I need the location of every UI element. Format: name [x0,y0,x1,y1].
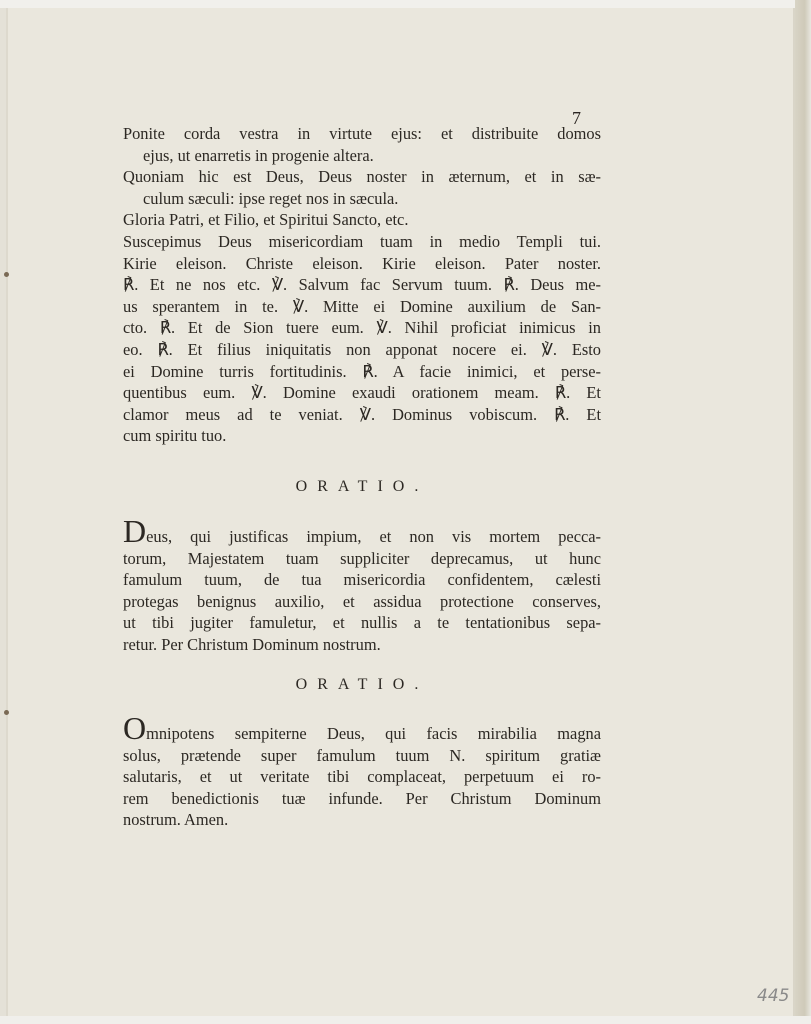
text-line: solus, prætende super famulum tuum N. spiritum gratiæ [123,745,601,765]
text-line: Gloria Patri, et Filio, et Spiritui Sancto, etc. [123,210,409,230]
text-line: cto. ℟. Et de Sion tuere eum. ℣. Nihil proficiat inimicus in [123,318,601,338]
text-line: ejus, ut enarretis in progenie altera. [143,145,374,165]
text-line: ei Domine turris fortitudinis. ℟. A facie inimici, et perse- [123,361,601,381]
oratio-paragraph [123,710,601,831]
text-line: Ponite corda vestra in virtute ejus: et distribuite domos [123,124,601,143]
oratio-paragraph [123,513,601,656]
text-line: culum sæculi: ipse reget nos in sæcula. [143,188,399,208]
text-line: ut tibi jugiter famuletur, et nullis a te tentationibus sepa- [123,613,601,633]
oratio-heading: ORATIO. [295,676,429,693]
text-line: salutaris, et ut veritate tibi complaceat, perpetuum ei ro- [123,767,601,787]
text-line: torum, Majestatem tuam suppliciter deprecamus, ut hunc [123,548,601,568]
text-line: nostrum. Amen. [123,810,229,830]
drop-cap: O [123,710,147,746]
text-line: Deus, qui justificas impium, et non vis mortem pecca- [123,513,601,549]
drop-cap: D [123,513,147,549]
psalm-text-block [123,123,601,447]
binding-hole-mark [4,710,9,715]
page-number: 7 [572,108,581,128]
text-line: Suscepimus Deus misericordiam tuam in medio Templi tui. [123,231,601,251]
text-line: Omnipotens sempiterne Deus, qui facis mirabilia magna [123,710,601,746]
text-line: eo. ℟. Et filius iniquitatis non apponat nocere ei. ℣. Esto [123,339,601,359]
bottom-margin-band [0,1016,811,1024]
top-margin-band [0,0,811,8]
binding-hole-mark [4,272,9,277]
page-edge [795,0,811,1024]
handwritten-folio-number: 445 [757,986,790,1006]
oratio-heading: ORATIO. [295,478,429,495]
text-line: famulum tuum, de tua misericordia confidentem, cælesti [123,570,601,590]
text-line: protegas benignus auxilio, et assidua protectione conserves, [123,591,601,611]
text-line: rem benedictionis tuæ infunde. Per Christum Dominum [123,788,601,808]
text-line: us sperantem in te. ℣. Mitte ei Domine auxilium de San- [123,296,601,316]
text-line: ℟. Et ne nos etc. ℣. Salvum fac Servum tuum. ℟. Deus me- [123,275,601,295]
text-line: clamor meus ad te veniat. ℣. Dominus vobiscum. ℟. Et [123,404,601,424]
text-line: Kirie eleison. Christe eleison. Kirie eleison. Pater noster. [123,253,601,273]
text-line: quentibus eum. ℣. Domine exaudi orationem meam. ℟. Et [123,383,601,403]
text-line: cum spiritu tuo. [123,426,227,446]
text-line: Quoniam hic est Deus, Deus noster in æternum, et in sæ- [123,167,601,187]
text-line: retur. Per Christum Dominum nostrum. [123,634,381,654]
